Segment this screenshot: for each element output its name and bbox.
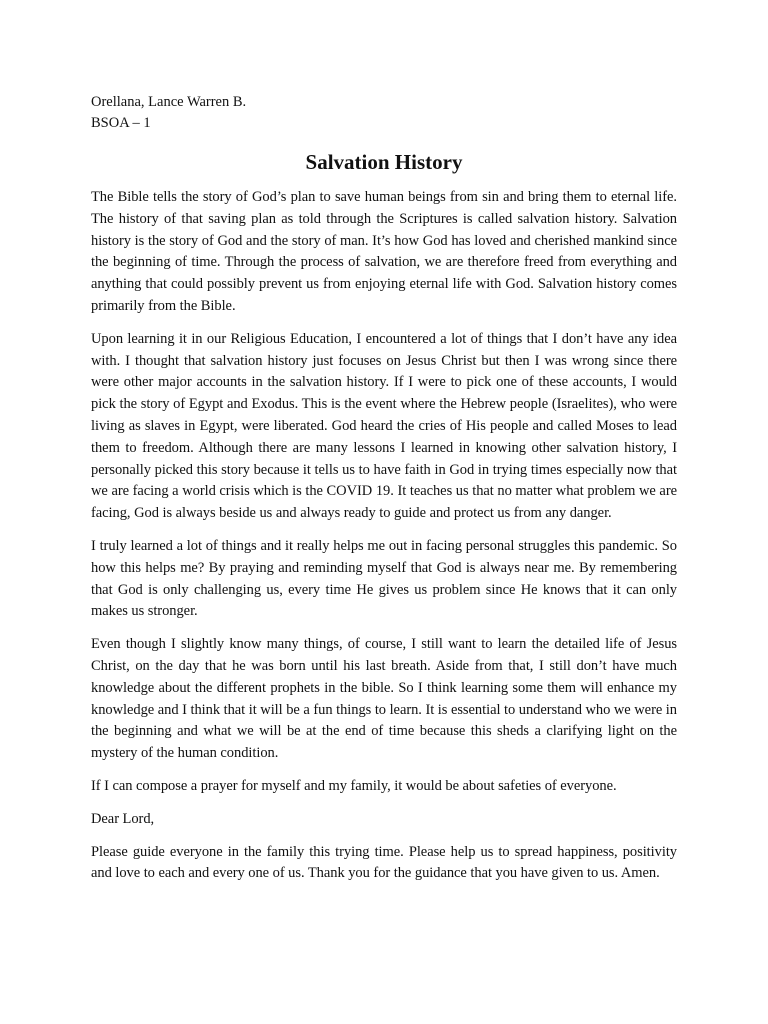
course-section: BSOA – 1 xyxy=(91,115,151,131)
paragraph-learning: Upon learning it in our Religious Education, I encountered a lot of things that I don’t have any idea with. I thought that salvation history just focuses on Jesus Christ but then I was wrong since there were other major accounts in the salvation history. If I were to pick one of these accounts, I would pick the story of Egypt and Exodus. This is the event where the Hebrew people (Israelites), who were living as slaves in Egypt, were liberated. God heard the cries of His people and called Moses to lead them to freedom. Although there are many lessons I learned in knowing other salvation history, I personally picked this story because it tells us to have faith in God in trying times especially now that we are facing a world crisis which is the COVID 19. It teaches us that no matter what problem we are facing, God is always beside us and always ready to guide and protect us from any danger. xyxy=(91,330,677,522)
author-name: Orellana, Lance Warren B. xyxy=(91,94,247,110)
document-page xyxy=(91,92,677,896)
prayer-salutation: Dear Lord, xyxy=(91,810,155,827)
document-title: Salvation History xyxy=(305,150,463,174)
prayer-body: Please guide everyone in the family this trying time. Please help us to spread happiness, positivity and love to each and every one of us. Thank you for the guidance that you have given to us. Amen. xyxy=(91,843,677,882)
paragraph-intro: The Bible tells the story of God’s plan to save human beings from sin and bring them to eternal life. The history of that saving plan as told through the Scriptures is called salvation history. Salvation history is the story of God and the story of man. It’s how God has loved and cherished mankind since the beginning of time. Through the process of salvation, we are therefore freed from everything and anything that could possibly prevent us from enjoying eternal life with God. Salvation history comes primarily from the Bible. xyxy=(91,189,677,314)
paragraph-future: Even though I slightly know many things, of course, I still want to learn the detailed life of Jesus Christ, on the day that he was born until his last breath. Aside from that, I still don’t have much knowledge about the different prophets in the bible. So I think learning some them will enhance my knowledge and I think that it will be a fun things to learn. It is essential to understand who we were in the beginning and what we will be at the end of time because this sheds a clarifying light on the mystery of the human condition. xyxy=(91,636,677,762)
paragraph-prayer-intro: If I can compose a prayer for myself and my family, it would be about safeties of everyone. xyxy=(91,777,617,794)
paragraph-personal: I truly learned a lot of things and it really helps me out in facing personal struggles this pandemic. So how this helps me? By praying and reminding myself that God is always near me. By remembering that God is only challenging us, every time He gives us problem since He knows that it can only makes us stronger. xyxy=(91,537,677,620)
